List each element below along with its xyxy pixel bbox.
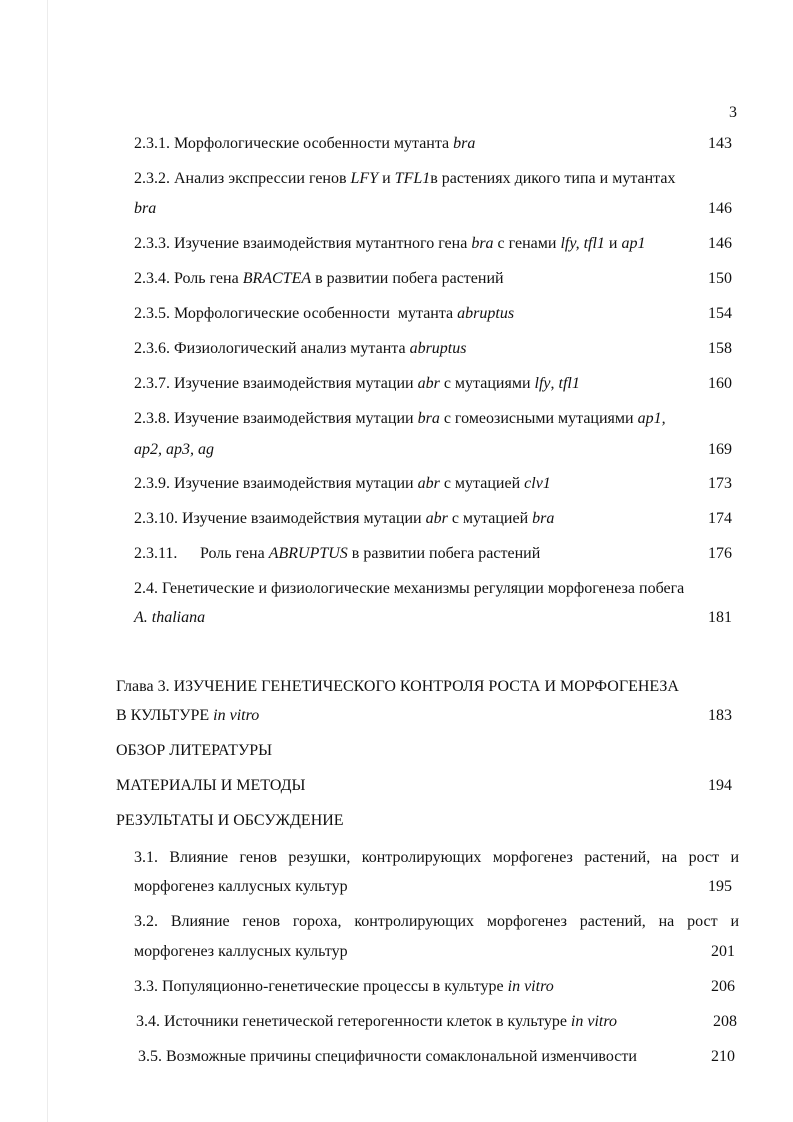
- entry-text: 2.3.4. Роль гена: [134, 270, 243, 287]
- toc-entry: [134, 134, 475, 154]
- entry-text: 2.3.6. Физиологический анализ мутанта: [134, 340, 410, 357]
- entry-text: с мутацией: [447, 510, 533, 527]
- toc-entry: [134, 509, 554, 529]
- entry-text: РЕЗУЛЬТАТЫ И ОБСУЖДЕНИЕ: [116, 812, 344, 829]
- entry-text-italic: ABRUPTUS: [268, 545, 348, 562]
- toc-page-number: 176: [708, 545, 732, 562]
- toc-page-number: 195: [708, 878, 732, 895]
- entry-text: в растениях дикого типа и мутантах: [430, 170, 676, 187]
- entry-text: МАТЕРИАЛЫ И МЕТОДЫ: [116, 777, 306, 794]
- toc-entry-title: [200, 544, 540, 564]
- entry-text: 2.3.11.: [134, 545, 178, 562]
- toc-entry-continuation: [134, 199, 156, 219]
- entry-text: 2.3.1. Морфологические особенности мутанта: [134, 135, 454, 152]
- entry-text-italic: in vitro: [213, 707, 260, 724]
- entry-text: 2.3.5. Морфологические особенности мутанта: [134, 305, 458, 322]
- entry-text-italic: in vitro: [570, 1013, 617, 1030]
- toc-entry: [134, 409, 666, 429]
- entry-text: 3.3. Популяционно-генетические процессы в культуре: [134, 978, 508, 995]
- entry-text-italic: tfl1: [558, 375, 580, 392]
- entry-text-italic: bra: [417, 410, 440, 427]
- toc-page-number: 143: [708, 135, 732, 152]
- toc-entry: [136, 1012, 617, 1032]
- section-heading: [116, 776, 305, 796]
- toc-entry: [134, 544, 177, 564]
- entry-text-italic: bra: [453, 135, 476, 152]
- chapter-heading: [116, 677, 679, 697]
- entry-text-italic: LFY: [350, 170, 379, 187]
- toc-entry: [134, 912, 739, 932]
- toc-page-number: 146: [708, 200, 732, 217]
- toc-entry: [134, 579, 684, 599]
- toc-entry: [134, 848, 739, 868]
- entry-text: Глава 3. ИЗУЧЕНИЕ ГЕНЕТИЧЕСКОГО КОНТРОЛЯ РОСТА И МОРФОГЕНЕЗА: [116, 678, 679, 695]
- entry-text: 3.4. Источники генетической гетерогенности клеток в культуре: [136, 1013, 571, 1030]
- entry-text: Роль гена: [200, 545, 269, 562]
- entry-text: с генами: [493, 235, 561, 252]
- entry-text-italic: bra: [134, 200, 157, 217]
- entry-text: и: [604, 235, 622, 252]
- section-heading: [116, 741, 272, 761]
- toc-entry-continuation: [134, 942, 348, 962]
- toc-page-number: 194: [708, 777, 732, 794]
- entry-text: В КУЛЬТУРЕ: [116, 707, 214, 724]
- toc-page-number: 206: [711, 978, 735, 995]
- toc-entry: [134, 169, 675, 189]
- entry-text: и: [378, 170, 395, 187]
- entry-text: 2.4. Генетические и физиологические механизмы регуляции морфогенеза побега: [134, 580, 685, 597]
- entry-text-italic: lfy, tfl1: [560, 235, 605, 252]
- toc-page-number: 210: [711, 1048, 735, 1065]
- toc-page-number: 150: [708, 270, 732, 287]
- toc-page-number: 173: [708, 475, 732, 492]
- toc-entry: [138, 1047, 637, 1067]
- entry-text: морфогенез каллусных культур: [134, 943, 348, 960]
- toc-page-number: 208: [713, 1013, 737, 1030]
- entry-text-italic: in vitro: [507, 978, 554, 995]
- entry-text: 2.3.9. Изучение взаимодействия мутации: [134, 475, 418, 492]
- entry-text-italic: ap1,: [637, 410, 666, 427]
- entry-text-italic: abr: [417, 375, 440, 392]
- toc-page-number: 158: [708, 340, 732, 357]
- section-heading: [116, 811, 344, 831]
- entry-text-italic: abr: [425, 510, 448, 527]
- entry-text-italic: BRACTEA: [242, 270, 312, 287]
- entry-text: в развитии побега растений: [347, 545, 541, 562]
- entry-text: 2.3.3. Изучение взаимодействия мутантного гена: [134, 235, 472, 252]
- entry-text: 3.5. Возможные причины специфичности сомаклональной изменчивости: [138, 1048, 637, 1065]
- toc-page-number: 146: [708, 235, 732, 252]
- page-number: 3: [729, 104, 737, 121]
- entry-text: 2.3.2. Анализ экспрессии генов: [134, 170, 351, 187]
- entry-text: 2.3.10. Изучение взаимодействия мутации: [134, 510, 426, 527]
- toc-page-number: 160: [708, 375, 732, 392]
- entry-text: 3.1. Влияние генов резушки, контролирующих морфогенез растений, на рост и: [134, 849, 739, 866]
- entry-text-italic: abruptus: [409, 340, 467, 357]
- entry-text: в развитии побега растений: [311, 270, 504, 287]
- entry-text-italic: abruptus: [457, 305, 515, 322]
- toc-page-number: 183: [708, 707, 732, 724]
- toc-entry-continuation: [134, 608, 205, 628]
- page-edge-shadow: [47, 0, 48, 1122]
- toc-page-number: 169: [708, 441, 732, 458]
- toc-entry: [134, 269, 504, 289]
- entry-text-italic: clv1: [524, 475, 551, 492]
- toc-entry: [134, 234, 645, 254]
- entry-text-italic: ap1: [621, 235, 646, 252]
- toc-entry: [134, 474, 551, 494]
- toc-entry-continuation: [134, 877, 348, 897]
- toc-page-number: 201: [711, 943, 735, 960]
- entry-text-italic: lfy: [534, 375, 551, 392]
- toc-page-number: 174: [708, 510, 732, 527]
- entry-text: с мутациями: [439, 375, 535, 392]
- entry-text-italic: bra: [471, 235, 494, 252]
- entry-text: ОБЗОР ЛИТЕРАТУРЫ: [116, 742, 273, 759]
- entry-text: морфогенез каллусных культур: [134, 878, 348, 895]
- entry-text: 2.3.8. Изучение взаимодействия мутации: [134, 410, 418, 427]
- entry-text-italic: TFL1: [394, 170, 431, 187]
- toc-entry: [134, 304, 514, 324]
- toc-page-number: 154: [708, 305, 732, 322]
- toc-entry-continuation: [134, 440, 214, 460]
- entry-text-italic: A. thaliana: [134, 609, 206, 626]
- entry-text: 3.2. Влияние генов гороха, контролирующих морфогенез растений, на рост и: [134, 913, 739, 930]
- chapter-heading-continuation: [116, 706, 259, 726]
- toc-entry: [134, 339, 466, 359]
- entry-text: с гомеозисными мутациями: [439, 410, 638, 427]
- toc-entry: [134, 977, 554, 997]
- entry-text-italic: bra: [532, 510, 555, 527]
- toc-page-number: 181: [708, 609, 732, 626]
- toc-entry: [134, 374, 580, 394]
- entry-text: с мутацией: [439, 475, 525, 492]
- entry-text: 2.3.7. Изучение взаимодействия мутации: [134, 375, 418, 392]
- entry-text-italic: abr: [417, 475, 440, 492]
- entry-text: ,: [550, 375, 559, 392]
- entry-text-italic: ap2, ap3, ag: [134, 441, 214, 458]
